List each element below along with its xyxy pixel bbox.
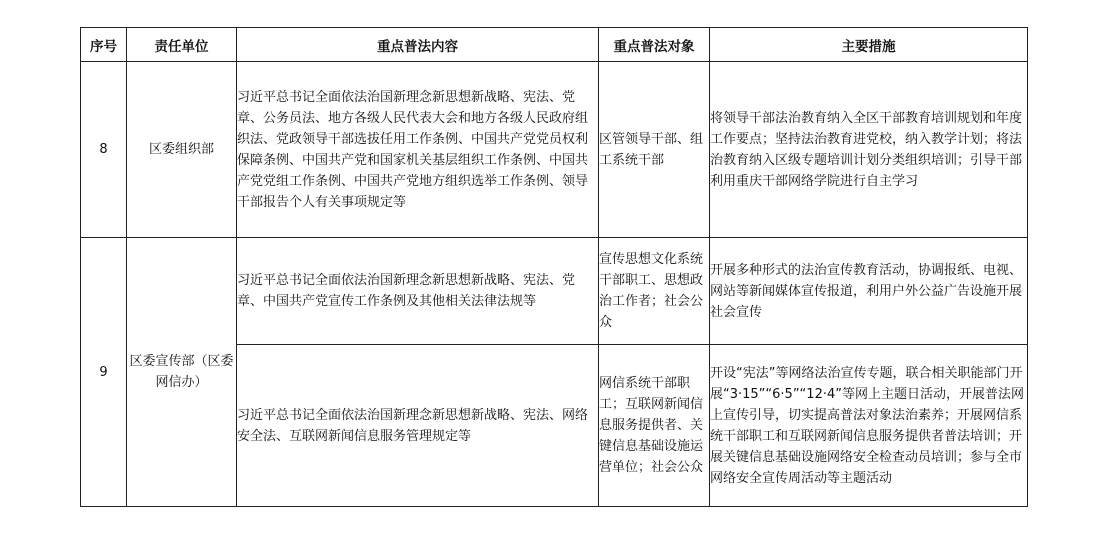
- row-measures: 将领导干部法治教育纳入全区干部教育培训规划和年度工作要点；坚持法治教育进党校，纳入教学计划；将法治教育纳入区级专题培训计划分类组织培训；引导干部利用重庆干部网络学院进行自主学习: [710, 62, 1028, 238]
- table-row: [81, 238, 1028, 345]
- row-measures: 开展多种形式的法治宣传教育活动，协调报纸、电视、网站等新闻媒体宣传报道，利用户外公益广告设施开展社会宣传: [710, 238, 1028, 345]
- row-index: 8: [81, 62, 127, 238]
- table-row: [81, 62, 1028, 238]
- row-target: 宣传思想文化系统干部职工、思想政治工作者；社会公众: [599, 238, 710, 345]
- row-target: 网信系统干部职工；互联网新闻信息服务提供者、关键信息基础设施运营单位；社会公众: [599, 345, 710, 507]
- row-content: 习近平总书记全面依法治国新理念新思想新战略、宪法、网络安全法、互联网新闻信息服务管理规定等: [237, 345, 599, 507]
- table-header-row: [81, 28, 1028, 62]
- header-target: 重点普法对象: [599, 28, 710, 62]
- row-unit: 区委宣传部（区委网信办）: [127, 238, 237, 507]
- header-content: 重点普法内容: [237, 28, 599, 62]
- row-target: 区管领导干部、组工系统干部: [599, 62, 710, 238]
- row-unit: 区委组织部: [127, 62, 237, 238]
- row-index: 9: [81, 238, 127, 507]
- law-education-table: [80, 27, 1028, 507]
- row-content: 习近平总书记全面依法治国新理念新思想新战略、宪法、党章、中国共产党宣传工作条例及其他相关法律法规等: [237, 238, 599, 345]
- header-unit: 责任单位: [127, 28, 237, 62]
- row-measures: 开设“宪法”等网络法治宣传专题，联合相关职能部门开展“3·15”“6·5”“12·4”等网上主题日活动，开展普法网上宣传引导，切实提高普法对象法治素养；开展网信系统干部职工和互联网新闻信息服务提供者普法培训；开展关键信息基础设施网络安全检查动员培训；参与全市网络安全宣传周活动等主题活动: [710, 345, 1028, 507]
- row-content: 习近平总书记全面依法治国新理念新思想新战略、宪法、党章、公务员法、地方各级人民代表大会和地方各级人民政府组织法、党政领导干部选拔任用工作条例、中国共产党党员权利保障条例、中国共产党和国家机关基层组织工作条例、中国共产党党组工作条例、中国共产党地方组织选举工作条例、领导干部报告个人有关事项规定等: [237, 62, 599, 238]
- header-index: 序号: [81, 28, 127, 62]
- header-measures: 主要措施: [710, 28, 1028, 62]
